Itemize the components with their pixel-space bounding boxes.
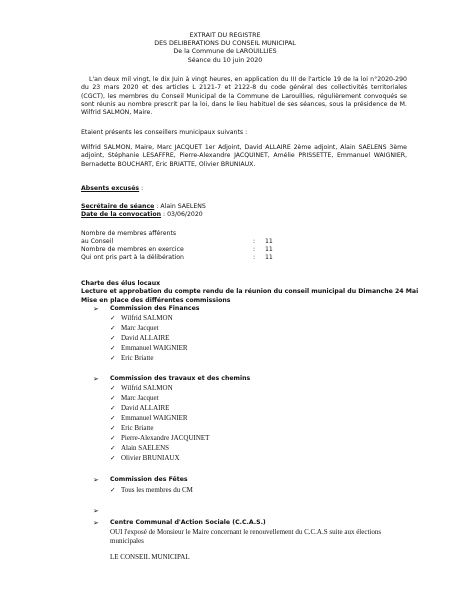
list-item: Alain SAELENS xyxy=(121,444,170,452)
count-row-value: 11 xyxy=(265,238,273,245)
absents-line xyxy=(81,185,143,193)
check-icon: ✓ xyxy=(110,324,116,332)
count-row-value: 11 xyxy=(265,254,273,261)
agenda-mise-en-place: Mise en place des différentes commissions xyxy=(81,297,231,304)
header-registry: EXTRAIT DU REGISTRE xyxy=(189,32,261,39)
count-row-value: 11 xyxy=(265,246,273,253)
list-item: Pierre-Alexandre JACQUINET xyxy=(121,434,210,442)
list-item: Olivier BRUNIAUX xyxy=(121,454,180,462)
list-item: Eric Briatte xyxy=(121,354,154,362)
present-heading: Etaient présents les conseillers municipaux suivants : xyxy=(81,129,248,136)
count-row xyxy=(81,246,281,254)
list-item: Wilfrid SALMON xyxy=(121,314,173,322)
count-row xyxy=(81,254,281,262)
list-item: Wilfrid SALMON xyxy=(121,384,173,392)
absents-label: Absents excusés xyxy=(81,185,140,192)
document-header xyxy=(0,32,450,65)
list-item: David ALLAIRE xyxy=(121,404,170,412)
list-item: Tous les membres du CM xyxy=(121,486,193,494)
arrow-bullet-icon: ➢ xyxy=(93,375,99,383)
agenda-charte: Charte des élus locaux xyxy=(81,280,161,287)
list-item: Emmanuel WAIGNIER xyxy=(121,414,188,422)
check-icon: ✓ xyxy=(110,354,116,362)
signature: LE CONSEIL MUNICIPAL xyxy=(110,553,190,561)
check-icon: ✓ xyxy=(110,334,116,342)
header-commune: De la Commune de LAROUILLIES xyxy=(173,48,277,56)
count-row-colon: : xyxy=(253,246,256,253)
count-row-label: au Conseil xyxy=(81,238,114,245)
check-icon: ✓ xyxy=(110,454,116,462)
check-icon: ✓ xyxy=(110,314,116,322)
list-item: Marc Jacquet xyxy=(121,394,159,402)
check-icon: ✓ xyxy=(110,414,116,422)
arrow-bullet-icon: ➢ xyxy=(93,519,99,527)
count-row xyxy=(81,238,281,246)
present-list: Wilfrid SALMON, Maire, Marc JACQUET 1er Adjoint, David ALLAIRE 2ème adjoint, Alain SAELENS 3ème adjoint, Stéphanie LESAFFRE, Pierre-Alexandre JACQUINET, Amélie PRISSETTE, Emmanuel WAIGNIER, Bernadette BOUCHART, Eric BRIATTE, Olivier BRUNIAUX. xyxy=(81,144,407,168)
secretary-label: Secrétaire de séance xyxy=(81,203,155,210)
ccas-title: Centre Communal d'Action Sociale (C.C.A.S.) xyxy=(110,519,266,526)
members-count-heading: Nombre de membres afférents xyxy=(81,230,177,237)
intro-paragraph: L'an deux mil vingt, le dix Juin à vingt heures, en application du III de l'article 19 de la loi n°2020-290 du 23 mars 2020 et des articles L 2121-7 et 2122-8 du code général des collectivités territoriales (CGCT), les membres du Conseil Municipal de la Commune de Larouillies, régulièrement convoqués se sont réunis au nombre prescrit par la loi, dans le lieu habituel de ses séances, sous la présidence de M. Wilfrid SALMON, Maire. xyxy=(81,76,407,117)
arrow-bullet-icon: ➢ xyxy=(93,305,99,313)
count-row-label: Qui ont pris part à la délibération xyxy=(81,254,184,261)
list-item: Eric Briatte xyxy=(121,424,154,432)
check-icon: ✓ xyxy=(110,424,116,432)
count-row-label: Nombre de membres en exercice xyxy=(81,246,184,253)
header-deliberations: DES DELIBERATIONS DU CONSEIL MUNICIPAL xyxy=(154,40,296,48)
convocation-line xyxy=(81,211,203,219)
arrow-bullet-icon: ➢ xyxy=(93,476,99,484)
agenda-lecture: Lecture et approbation du compte rendu de la réunion du conseil municipal du Dimanche 24 Mai xyxy=(81,288,419,295)
secretary-value: : Alain SAELENS xyxy=(154,203,206,210)
ccas-text-cont: municipales xyxy=(110,537,144,545)
list-item: David ALLAIRE xyxy=(121,334,170,342)
check-icon: ✓ xyxy=(110,384,116,392)
travaux-title: Commission des travaux et des chemins xyxy=(110,375,251,382)
check-icon: ✓ xyxy=(110,344,116,352)
check-icon: ✓ xyxy=(110,444,116,452)
check-icon: ✓ xyxy=(110,404,116,412)
check-icon: ✓ xyxy=(110,434,116,442)
header-session-date: Séance du 10 juin 2020 xyxy=(187,56,263,64)
arrow-bullet-icon: ➢ xyxy=(93,507,99,515)
fetes-title: Commission des Fêtes xyxy=(110,476,188,483)
count-row-colon: : xyxy=(253,238,256,245)
convocation-label: Date de la convocation xyxy=(81,211,162,218)
check-icon: ✓ xyxy=(110,394,116,402)
list-item: Marc Jacquet xyxy=(121,324,159,332)
absents-suffix: : xyxy=(139,185,144,192)
check-icon: ✓ xyxy=(110,486,116,494)
ccas-text: OUI l'exposé de Monsieur le Maire concernant le renouvellement du C.C.A.S suite aux élections xyxy=(110,528,382,536)
finances-title: Commission des Finances xyxy=(110,305,200,312)
convocation-value: : 03/06/2020 xyxy=(161,211,203,218)
count-row-colon: : xyxy=(253,254,256,261)
list-item: Emmanuel WAIGNIER xyxy=(121,344,188,352)
secretary-line xyxy=(81,203,206,211)
